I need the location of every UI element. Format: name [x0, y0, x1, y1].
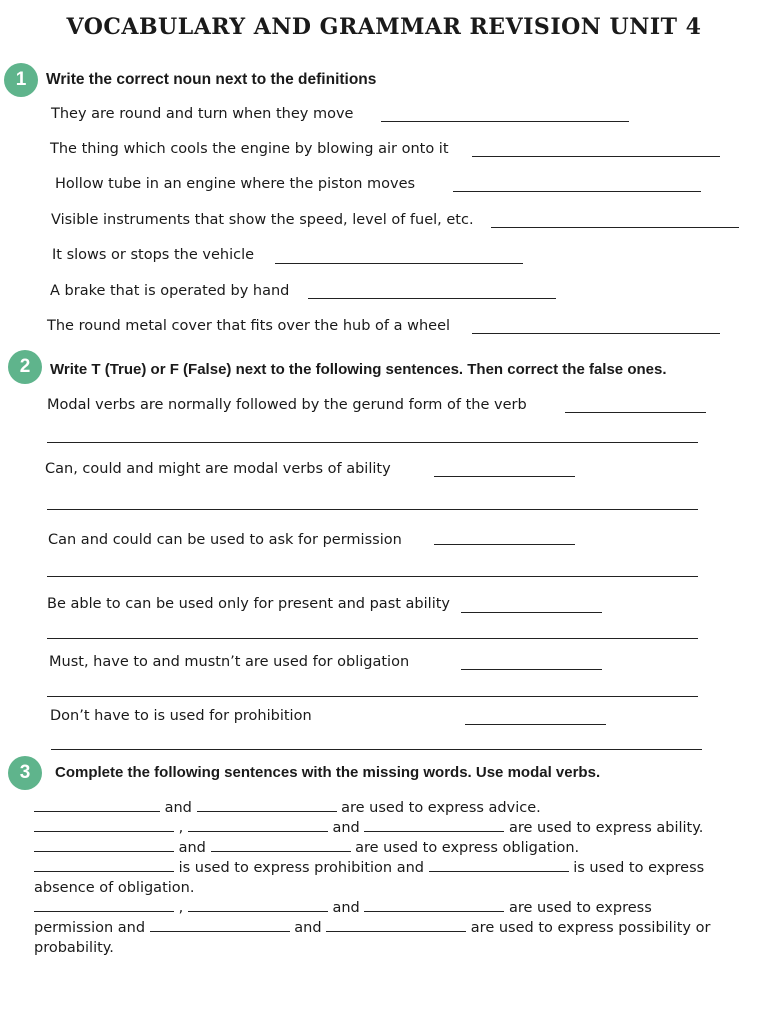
gap-blank[interactable]	[364, 818, 504, 832]
gap-blank[interactable]	[34, 818, 174, 832]
correction-line-6[interactable]	[51, 749, 702, 750]
statement-2: Can, could and might are modal verbs of ability	[45, 461, 391, 477]
section-3-heading: Complete the following sentences with the missing words. Use modal verbs.	[55, 764, 601, 781]
answer-blank-3[interactable]	[453, 191, 701, 192]
definition-6: A brake that is operated by hand	[50, 283, 290, 299]
gap-blank[interactable]	[34, 798, 160, 812]
page-title: VOCABULARY AND GRAMMAR REVISION UNIT 4	[66, 14, 702, 40]
tf-blank-5[interactable]	[461, 669, 602, 670]
answer-blank-7[interactable]	[472, 333, 720, 334]
gap-blank[interactable]	[150, 918, 290, 932]
correction-line-5[interactable]	[47, 696, 698, 697]
tf-blank-1[interactable]	[565, 412, 706, 413]
statement-4: Be able to can be used only for present and past ability	[47, 596, 450, 612]
tf-blank-4[interactable]	[461, 612, 602, 613]
correction-line-1[interactable]	[47, 442, 698, 443]
tf-blank-6[interactable]	[465, 724, 606, 725]
gap-blank[interactable]	[211, 838, 351, 852]
definition-2: The thing which cools the engine by blowing air onto it	[50, 141, 449, 157]
section-2-heading: Write T (True) or F (False) next to the following sentences. Then correct the false ones.	[50, 361, 667, 378]
tf-blank-2[interactable]	[434, 476, 575, 477]
gap-blank[interactable]	[34, 858, 174, 872]
definition-4: Visible instruments that show the speed, level of fuel, etc.	[51, 212, 474, 228]
sentence-3: and are used to express obligation.	[34, 838, 728, 858]
tf-blank-3[interactable]	[434, 544, 575, 545]
section-1-badge: 1	[4, 63, 38, 97]
correction-line-3[interactable]	[47, 576, 698, 577]
sentence-5: , and are used to express permission and and are used to express possibility or probability.	[34, 900, 711, 956]
correction-line-4[interactable]	[47, 638, 698, 639]
statement-1: Modal verbs are normally followed by the gerund form of the verb	[47, 397, 527, 413]
definition-5: It slows or stops the vehicle	[52, 247, 255, 263]
answer-blank-5[interactable]	[275, 263, 523, 264]
gap-blank[interactable]	[326, 918, 466, 932]
gap-blank[interactable]	[188, 818, 328, 832]
answer-blank-2[interactable]	[472, 156, 720, 157]
statement-6: Don’t have to is used for prohibition	[50, 708, 312, 724]
gap-blank[interactable]	[429, 858, 569, 872]
answer-blank-1[interactable]	[381, 121, 629, 122]
section-3-badge: 3	[8, 756, 42, 790]
statement-3: Can and could can be used to ask for permission	[48, 532, 402, 548]
gap-blank[interactable]	[34, 838, 174, 852]
answer-blank-6[interactable]	[308, 298, 556, 299]
statement-5: Must, have to and mustn’t are used for obligation	[49, 654, 410, 670]
sentence-2: , and are used to express ability.	[34, 818, 728, 838]
definition-1: They are round and turn when they move	[51, 106, 354, 122]
definition-7: The round metal cover that fits over the hub of a wheel	[47, 318, 451, 334]
gap-blank[interactable]	[197, 798, 337, 812]
section-1-heading: Write the correct noun next to the definitions	[46, 71, 377, 88]
gap-blank[interactable]	[364, 898, 504, 912]
correction-line-2[interactable]	[47, 509, 698, 510]
sentence-1: and are used to express advice.	[34, 798, 728, 818]
sentence-4: is used to express prohibition and is used to express absence of obligation.	[34, 860, 705, 896]
gap-blank[interactable]	[188, 898, 328, 912]
definition-3: Hollow tube in an engine where the piston moves	[55, 176, 416, 192]
answer-blank-4[interactable]	[491, 227, 739, 228]
gap-blank[interactable]	[34, 898, 174, 912]
section-2-badge: 2	[8, 350, 42, 384]
